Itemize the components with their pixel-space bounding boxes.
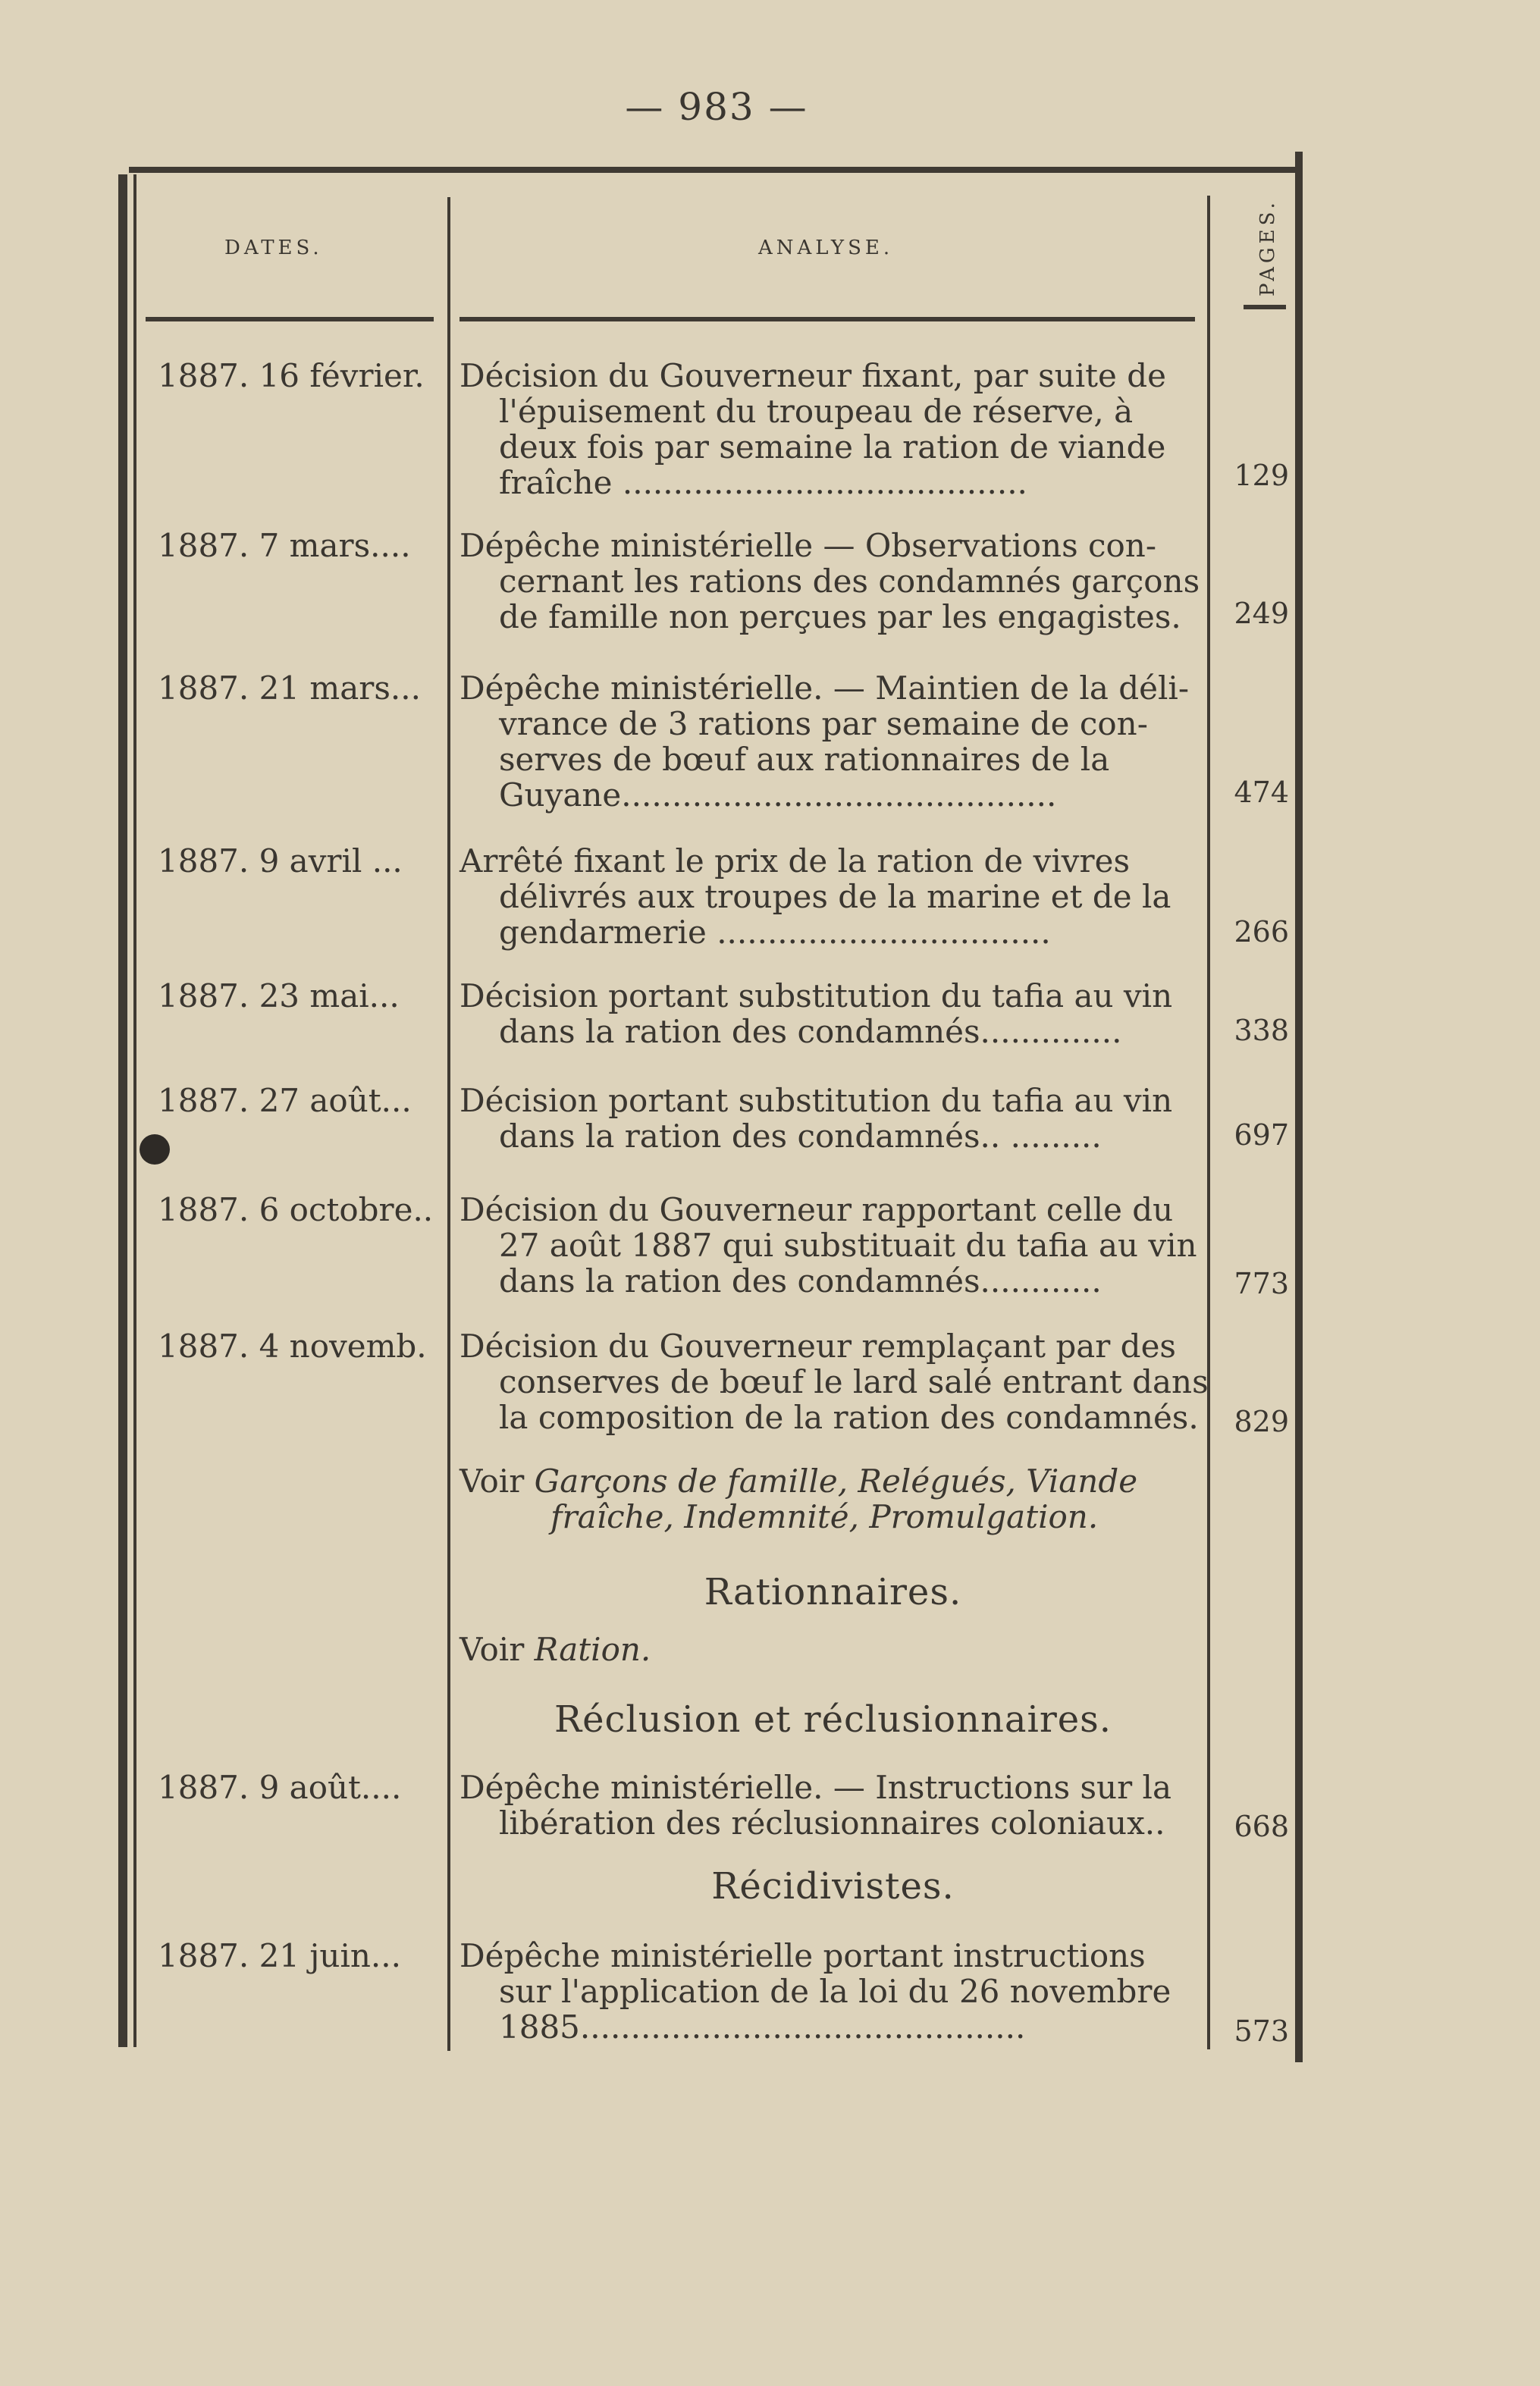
left-border: [118, 174, 127, 2047]
entry-line: de famille non perçues par les engagistes.: [499, 598, 1181, 635]
section-heading-recidivistes: Récidivistes.: [711, 1865, 955, 1908]
entry-page: 129: [1234, 459, 1289, 492]
entry-line: dans la ration des condamnés............: [499, 1262, 1102, 1300]
entry-line: délivrés aux troupes de la marine et de la: [499, 878, 1171, 915]
entry-date: 1887. 6 octobre..: [158, 1191, 434, 1228]
entry-date: 1887. 9 avril ...: [158, 842, 403, 879]
entry-date: 1887. 27 août...: [158, 1082, 412, 1119]
entry-line: sur l'application de la loi du 26 novembre: [499, 1973, 1171, 2010]
entry-line: Dépêche ministérielle. — Instructions sur la: [459, 1769, 1171, 1806]
entry-line: Décision du Gouverneur rapportant celle du: [459, 1191, 1174, 1228]
column-header-dates: DATES.: [224, 237, 323, 259]
entry-line: fraîche ........................................: [499, 464, 1027, 501]
entry-line: la composition de la ration des condamnés.: [499, 1399, 1199, 1436]
entry-date: 1887. 21 juin...: [158, 1937, 401, 1974]
see-also-line: [459, 1463, 1206, 1499]
entry-text: [459, 1083, 1206, 1154]
entry-date: 1887. 7 mars....: [158, 527, 411, 564]
entry-line: serves de bœuf aux rationnaires de la: [499, 741, 1110, 778]
entry-page: 773: [1234, 1267, 1289, 1300]
entry-line: Dépêche ministérielle portant instructions: [459, 1937, 1146, 1974]
entry-date: 1887. 21 mars...: [158, 669, 421, 707]
see-also-prefix: Voir: [459, 1463, 525, 1500]
entry-page: 338: [1234, 1014, 1289, 1047]
entry-page: 266: [1234, 915, 1289, 948]
entry-page: 697: [1234, 1118, 1289, 1152]
entry-text: [459, 978, 1206, 1049]
see-also-references: Ration.: [534, 1631, 651, 1668]
entry-page: 249: [1234, 597, 1289, 630]
entry-text: [459, 358, 1206, 500]
entry-line: Arrêté fixant le prix de la ration de vivres: [459, 842, 1131, 879]
header-rule-pages: [1244, 305, 1286, 309]
see-also-references-cont: fraîche, Indemnité, Promulgation.: [550, 1498, 1099, 1535]
entry-line: libération des réclusionnaires coloniaux..: [499, 1804, 1165, 1842]
entry-text: [459, 843, 1206, 950]
entry-line: Décision du Gouverneur fixant, par suite de: [459, 357, 1166, 394]
column-header-analyse: ANALYSE.: [758, 237, 894, 259]
section-heading-rationnaires: Rationnaires.: [704, 1571, 962, 1613]
entry-line: 27 août 1887 qui substituait du tafia au vin: [499, 1227, 1197, 1264]
entry-line: l'épuisement du troupeau de réserve, à: [499, 393, 1134, 430]
see-also-references: Garçons de famille, Relégués, Viande: [534, 1463, 1138, 1500]
entry-date: 1887. 16 février.: [158, 357, 425, 394]
entry-date: 1887. 4 novemb.: [158, 1328, 427, 1365]
entry-text: [459, 1938, 1206, 2045]
column-divider-pages: [1207, 196, 1210, 2049]
entry-text: [459, 1328, 1209, 1436]
top-rule: [129, 167, 1301, 173]
entry-line: Décision portant substitution du tafia au vin: [459, 1082, 1173, 1119]
entry-page: 474: [1234, 776, 1289, 809]
see-also-note: [459, 1463, 1206, 1535]
entry-line: vrance de 3 rations par semaine de con-: [499, 705, 1148, 742]
entry-text: [459, 670, 1206, 813]
see-also-note: [459, 1632, 1206, 1667]
entry-line: Décision portant substitution du tafia au vin: [459, 977, 1173, 1014]
see-also-line: [459, 1632, 1206, 1667]
entry-page: 668: [1234, 1810, 1289, 1843]
entry-page: 829: [1234, 1405, 1289, 1438]
entry-line: dans la ration des condamnés..............: [499, 1013, 1122, 1050]
entry-date: 1887. 23 mai...: [158, 977, 400, 1014]
entry-line: 1885............................................: [499, 2008, 1026, 2046]
entry-line: gendarmerie .................................: [499, 914, 1051, 951]
entry-line: Dépêche ministérielle — Observations con-: [459, 527, 1157, 564]
section-heading-reclusion: Réclusion et réclusionnaires.: [554, 1698, 1112, 1741]
entry-line: Dépêche ministérielle. — Maintien de la déli-: [459, 669, 1190, 707]
left-border-inner: [133, 174, 136, 2047]
entry-text: [459, 1192, 1206, 1299]
column-header-pages: PAGES.: [1256, 199, 1279, 296]
entry-text: [459, 528, 1206, 635]
entry-line: cernant les rations des condamnés garçons: [499, 563, 1200, 600]
right-border: [1295, 152, 1303, 2062]
header-rule-dates: [146, 317, 434, 321]
ink-stain: [140, 1134, 170, 1165]
entry-date: 1887. 9 août....: [158, 1769, 402, 1806]
entry-page: 573: [1234, 2014, 1289, 2048]
header-rule-analyse: [459, 317, 1195, 321]
entry-line: deux fois par semaine la ration de viande: [499, 428, 1166, 466]
entry-text: [459, 1770, 1206, 1841]
entry-line: dans la ration des condamnés.. .........: [499, 1118, 1102, 1155]
entry-line: conserves de bœuf le lard salé entrant dans: [499, 1363, 1209, 1400]
page-number: — 983 —: [625, 85, 808, 129]
see-also-prefix: Voir: [459, 1631, 525, 1668]
column-divider-dates: [447, 197, 450, 2051]
entry-line: Décision du Gouverneur remplaçant par des: [459, 1328, 1176, 1365]
entry-line: Guyane...........................................: [499, 776, 1057, 814]
